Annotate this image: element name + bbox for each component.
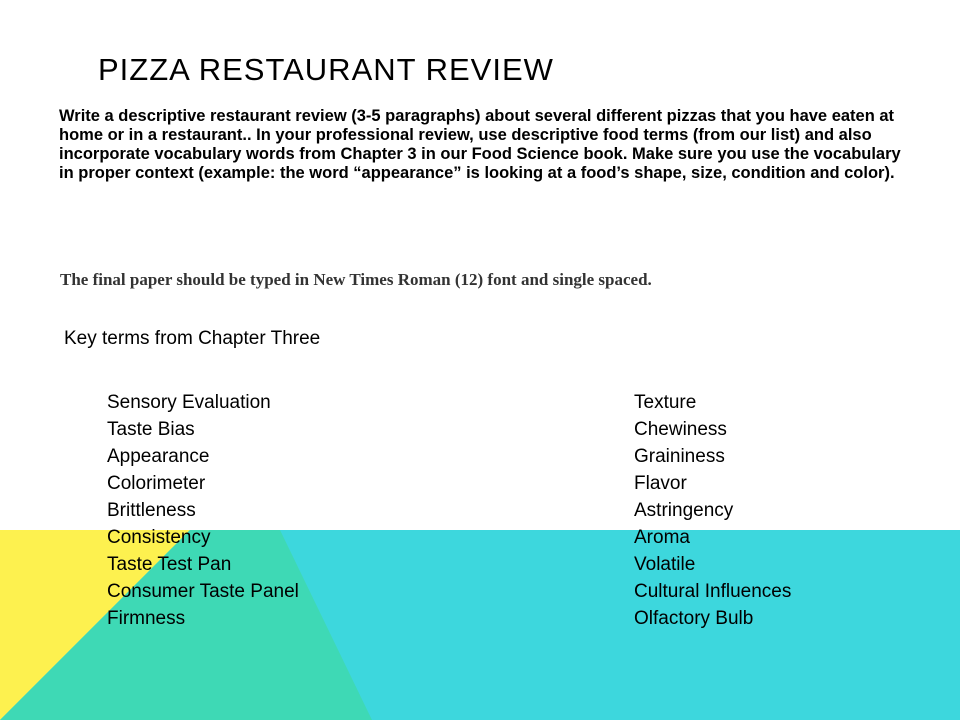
term-item: Volatile <box>634 554 696 575</box>
key-terms-heading: Key terms from Chapter Three <box>64 328 321 349</box>
term-item: Taste Bias <box>107 419 195 440</box>
key-terms-right-column <box>634 389 791 632</box>
term-item: Consistency <box>107 527 211 548</box>
term-item: Aroma <box>634 527 690 548</box>
term-item: Colorimeter <box>107 473 206 494</box>
term-item: Flavor <box>634 473 687 494</box>
assignment-instructions: Write a descriptive restaurant review (3-5 paragraphs) about several different pizzas that you have eaten at home or in a restaurant.. In your professional review, use descriptive food terms (from our list) and also incorporate vocabulary words from Chapter 3 in our Food Science book. Make sure you use the vocabulary in proper context (example: the word “appearance” is looking at a food’s shape, size, condition and color). <box>59 107 901 182</box>
term-item: Taste Test Pan <box>107 554 232 575</box>
key-terms-left-column <box>107 389 299 632</box>
term-item: Consumer Taste Panel <box>107 581 299 602</box>
term-item: Sensory Evaluation <box>107 392 271 413</box>
term-item: Appearance <box>107 446 210 467</box>
term-item: Graininess <box>634 446 725 467</box>
term-item: Cultural Influences <box>634 581 792 602</box>
term-item: Olfactory Bulb <box>634 608 754 629</box>
term-item: Firmness <box>107 608 186 629</box>
format-note: The final paper should be typed in New Times Roman (12) font and single spaced. <box>60 270 652 289</box>
term-item: Astringency <box>634 500 734 521</box>
term-item: Brittleness <box>107 500 196 521</box>
slide-title: PIZZA RESTAURANT REVIEW <box>98 52 554 87</box>
term-item: Texture <box>634 392 697 413</box>
term-item: Chewiness <box>634 419 727 440</box>
